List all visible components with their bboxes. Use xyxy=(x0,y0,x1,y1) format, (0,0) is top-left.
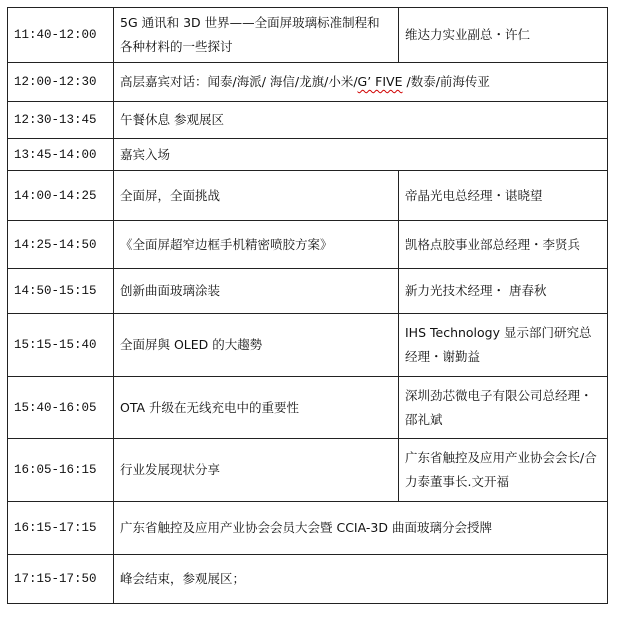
topic-cell: 峰会结束，参观展区； xyxy=(114,555,608,604)
topic-cell: 嘉宾入场 xyxy=(114,139,608,171)
speaker-cell: 广东省触控及应用产业协会会长/合力泰董事长.文开福 xyxy=(399,439,608,502)
time-cell: 14:00-14:25 xyxy=(8,171,114,221)
time-cell: 14:25-14:50 xyxy=(8,221,114,269)
speaker-cell: IHS Technology 显示部门研究总经理・谢勤益 xyxy=(399,314,608,377)
speaker-cell: 凯格点胶事业部总经理・李贤兵 xyxy=(399,221,608,269)
topic-cell: OTA 升级在无线充电中的重要性 xyxy=(114,377,399,439)
speaker-cell: 深圳劲芯微电子有限公司总经理・邵礼斌 xyxy=(399,377,608,439)
table-row xyxy=(8,8,608,63)
table-row xyxy=(8,63,608,102)
table-row xyxy=(8,314,608,377)
time-cell: 13:45-14:00 xyxy=(8,139,114,171)
time-cell: 11:40-12:00 xyxy=(8,8,114,63)
table-row xyxy=(8,555,608,604)
table-row xyxy=(8,377,608,439)
time-cell: 15:40-16:05 xyxy=(8,377,114,439)
speaker-cell: 新力光技术经理・ 唐春秋 xyxy=(399,269,608,314)
topic-text-pre: 高层嘉宾对话：闻泰/海派/ 海信/龙旗/小米/ xyxy=(120,74,358,89)
topic-cell: 全面屏，全面挑战 xyxy=(114,171,399,221)
topic-text-post: /数泰/前海传亚 xyxy=(402,74,490,89)
topic-cell: 全面屏與 OLED 的大趨勢 xyxy=(114,314,399,377)
time-cell: 17:15-17:50 xyxy=(8,555,114,604)
table-row xyxy=(8,171,608,221)
speaker-cell: 维达力实业副总・许仁 xyxy=(399,8,608,63)
topic-cell: 《全面屏超窄边框手机精密喷胶方案》 xyxy=(114,221,399,269)
topic-cell: 午餐休息 参观展区 xyxy=(114,102,608,139)
table-row xyxy=(8,269,608,314)
topic-text-marked: G’ FIVE xyxy=(357,74,403,89)
time-cell: 12:00-12:30 xyxy=(8,63,114,102)
table-row xyxy=(8,139,608,171)
schedule-table xyxy=(7,7,608,604)
table-row xyxy=(8,502,608,555)
time-cell: 12:30-13:45 xyxy=(8,102,114,139)
table-row xyxy=(8,439,608,502)
time-cell: 15:15-15:40 xyxy=(8,314,114,377)
time-cell: 14:50-15:15 xyxy=(8,269,114,314)
time-cell: 16:05-16:15 xyxy=(8,439,114,502)
topic-cell: 5G 通讯和 3D 世界——全面屏玻璃标准制程和各种材料的一些探讨 xyxy=(114,8,399,63)
time-cell: 16:15-17:15 xyxy=(8,502,114,555)
topic-cell xyxy=(114,63,608,102)
topic-cell: 广东省触控及应用产业协会会员大会暨 CCIA-3D 曲面玻璃分会授牌 xyxy=(114,502,608,555)
table-row xyxy=(8,102,608,139)
table-row xyxy=(8,221,608,269)
speaker-cell: 帝晶光电总经理・谌晓望 xyxy=(399,171,608,221)
topic-cell: 创新曲面玻璃涂装 xyxy=(114,269,399,314)
topic-cell: 行业发展现状分享 xyxy=(114,439,399,502)
